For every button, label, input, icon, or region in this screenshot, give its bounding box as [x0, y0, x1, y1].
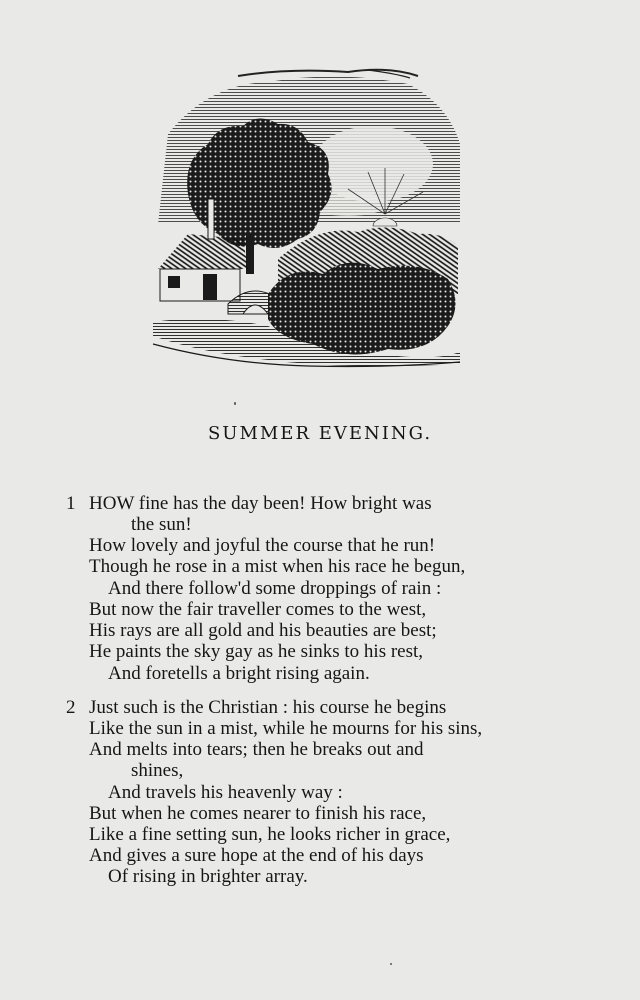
verse-line: shines,	[131, 760, 184, 781]
verse-line: Like a fine setting sun, he looks richer in grace,	[89, 824, 451, 845]
verse-line: And there follow'd some droppings of rain :	[108, 578, 442, 599]
poem-title: SUMMER EVENING.	[207, 423, 433, 444]
verse-line: And travels his heavenly way :	[108, 782, 343, 803]
engraving-illustration	[148, 64, 464, 370]
verse-line: Just such is the Christian : his course he begins	[89, 697, 447, 718]
stanza-number: 2	[66, 697, 76, 718]
print-speck	[234, 402, 236, 405]
verse-line: HOW fine has the day been! How bright was	[89, 493, 432, 514]
verse-line: He paints the sky gay as he sinks to his rest,	[89, 641, 424, 662]
print-speck	[390, 963, 392, 965]
verse-line: But when he comes nearer to finish his race,	[89, 803, 427, 824]
verse-line: And foretells a bright rising again.	[108, 663, 370, 684]
stanza-number: 1	[66, 493, 76, 514]
verse-line: the sun!	[131, 514, 192, 535]
verse-line: How lovely and joyful the course that he run!	[89, 535, 436, 556]
verse-line: Though he rose in a mist when his race he begun,	[89, 556, 466, 577]
verse-line: His rays are all gold and his beauties are best;	[89, 620, 437, 641]
verse-line: Of rising in brighter array.	[108, 866, 308, 887]
verse-line: And melts into tears; then he breaks out and	[89, 739, 424, 760]
verse-line: But now the fair traveller comes to the west,	[89, 599, 427, 620]
verse-line: Like the sun in a mist, while he mourns for his sins,	[89, 718, 483, 739]
verse-line: And gives a sure hope at the end of his days	[89, 845, 424, 866]
